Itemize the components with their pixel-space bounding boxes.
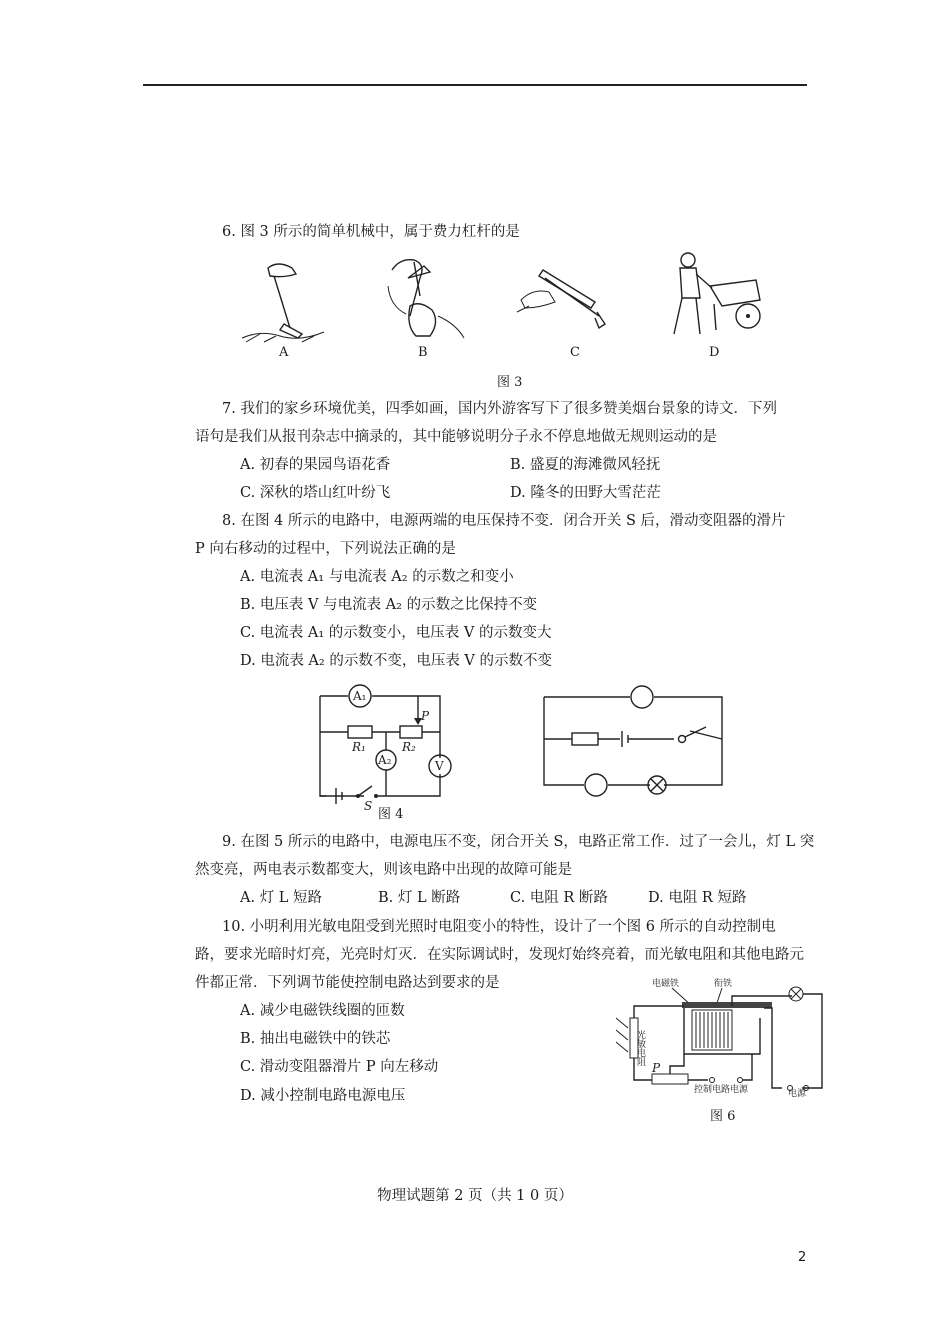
fig3-caption: 图 3 xyxy=(497,375,523,390)
fig6-p-label: P xyxy=(652,1061,661,1075)
q7-option-c: C. 深秋的塔山红叶纷飞 xyxy=(240,485,391,501)
q6-option-c-label: C xyxy=(570,345,580,360)
q6-text: 6. 图 3 所示的简单机械中，属于费力杠杆的是 xyxy=(222,224,520,240)
q7-line-2: 语句是我们从报刊杂志中摘录的，其中能够说明分子永不停息地做无规则运动的是 xyxy=(195,429,717,445)
fig4-r1-label: R₁ xyxy=(352,740,366,754)
q9-line-2: 然变亮，两电表示数都变大，则该电路中出现的故障可能是 xyxy=(195,862,572,878)
q10-line-3: 件都正常．下列调节能使控制电路达到要求的是 xyxy=(195,975,500,991)
fig5-circuit xyxy=(540,683,740,798)
q10-line-2: 路，要求光暗时灯亮，光亮时灯灭．在实际调试时，发现灯始终亮着，而光敏电阻和其他电路元 xyxy=(195,947,804,963)
q9-option-b: B. 灯 L 断路 xyxy=(378,890,461,906)
q6-option-a-label: A xyxy=(279,345,289,360)
header-rule xyxy=(143,84,807,86)
fig4-r2-label: R₂ xyxy=(402,740,416,754)
q10-line-1: 10. 小明利用光敏电阻受到光照时电阻变小的特性，设计了一个图 6 所示的自动控制电 xyxy=(222,919,776,935)
fig3-tool-d xyxy=(660,250,770,340)
fig4-voltmeter-label: V xyxy=(435,759,444,773)
q9-option-a: A. 灯 L 短路 xyxy=(240,890,323,906)
fig4-p-label: P xyxy=(421,709,430,723)
q9-option-d: D. 电阻 R 短路 xyxy=(648,890,747,906)
q7-option-b: B. 盛夏的海滩微风轻抚 xyxy=(510,457,661,473)
q8-option-d: D. 电流表 A₂ 的示数不变，电压表 V 的示数不变 xyxy=(240,653,553,669)
fig3-tool-a xyxy=(240,258,330,343)
fig6-electromagnet-label: 电磁铁 xyxy=(652,979,680,989)
fig6-caption: 图 6 xyxy=(710,1109,736,1124)
fig3-tool-c xyxy=(515,262,610,342)
fig4-switch-label: S xyxy=(364,799,373,813)
q10-option-c: C. 滑动变阻器滑片 P 向左移动 xyxy=(240,1059,439,1075)
q10-option-b: B. 抽出电磁铁中的铁芯 xyxy=(240,1031,391,1047)
fig4-ammeter-a1-label: A₁ xyxy=(353,689,367,703)
q8-line-2: P 向右移动的过程中，下列说法正确的是 xyxy=(195,541,456,557)
fig4-ammeter-a2-label: A₂ xyxy=(378,753,392,767)
q7-option-d: D. 隆冬的田野大雪茫茫 xyxy=(510,485,661,501)
page-number: 2 xyxy=(798,1250,807,1265)
fig4-caption: 图 4 xyxy=(378,807,404,822)
page-footer: 物理试题第 2 页（共 1 0 页） xyxy=(377,1188,573,1204)
q10-option-a: A. 减少电磁铁线圈的匝数 xyxy=(240,1003,405,1019)
fig6-armature-label: 衔铁 xyxy=(714,979,733,989)
q7-line-1: 7. 我们的家乡环境优美，四季如画，国内外游客写下了很多赞美烟台景象的诗文．下列 xyxy=(222,401,777,417)
fig6-control-source-label: 控制电路电源 xyxy=(694,1085,749,1095)
q8-option-a: A. 电流表 A₁ 与电流表 A₂ 的示数之和变小 xyxy=(240,569,514,585)
q8-line-1: 8. 在图 4 所示的电路中，电源两端的电压保持不变．闭合开关 S 后，滑动变阻器的滑片 xyxy=(222,513,786,529)
fig4-circuit xyxy=(310,680,450,813)
q6-option-b-label: B xyxy=(418,345,428,360)
q6-option-d-label: D xyxy=(709,345,720,360)
fig6-power-source-label: 电源 xyxy=(788,1089,807,1099)
q10-option-d: D. 减小控制电路电源电压 xyxy=(240,1088,406,1104)
q9-line-1: 9. 在图 5 所示的电路中，电源电压不变，闭合开关 S，电路正常工作．过了一会儿，灯 L 突 xyxy=(222,834,815,850)
fig6-circuit xyxy=(612,978,832,1098)
q9-option-c: C. 电阻 R 断路 xyxy=(510,890,608,906)
q8-option-b: B. 电压表 V 与电流表 A₂ 的示数之比保持不变 xyxy=(240,597,538,613)
fig3-tool-b xyxy=(380,256,470,341)
q7-option-a: A. 初春的果园鸟语花香 xyxy=(240,457,391,473)
q8-option-c: C. 电流表 A₁ 的示数变小，电压表 V 的示数变大 xyxy=(240,625,552,641)
fig6-photoresistor-label: 光敏电阻 xyxy=(635,1030,645,1066)
